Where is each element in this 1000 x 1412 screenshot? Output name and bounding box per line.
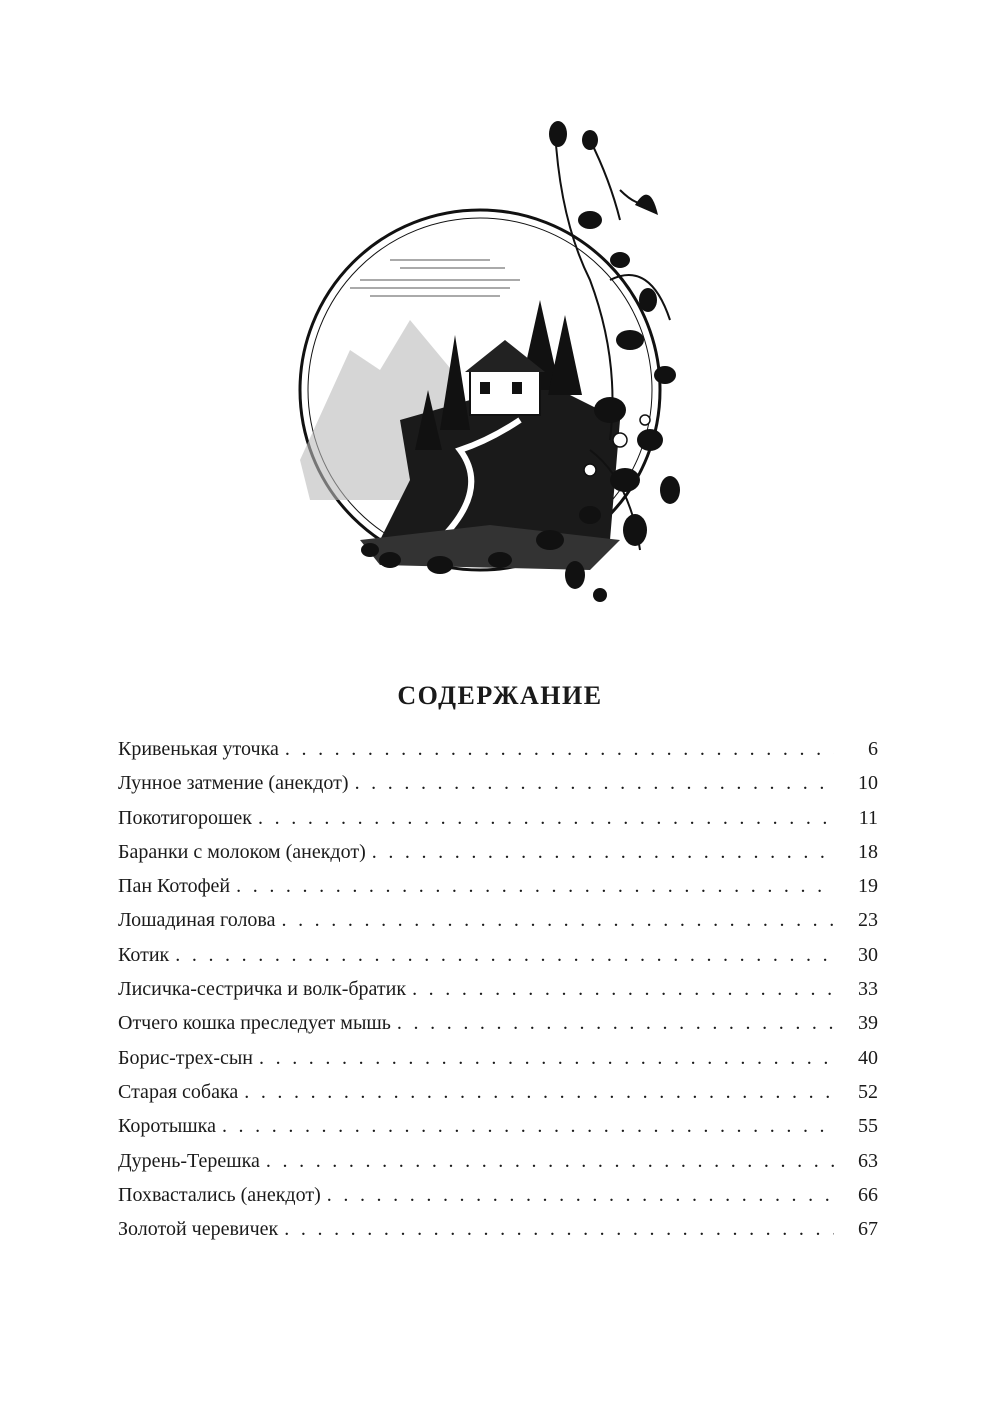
toc-entry-title: Пан Котофей: [118, 875, 231, 898]
toc-entry-title: Золотой черевичек: [118, 1218, 279, 1241]
toc-entry[interactable]: [118, 732, 878, 766]
toc-entry-page: 30: [858, 943, 878, 966]
dot-leader: [397, 1006, 834, 1040]
dot-leader: [266, 1144, 834, 1178]
toc-entry-page: 67: [858, 1218, 878, 1241]
toc-entry-page: 66: [858, 1183, 878, 1206]
toc-entry-page: 23: [858, 909, 878, 932]
toc-entry-page: 52: [858, 1080, 878, 1103]
toc-entry[interactable]: [118, 835, 878, 869]
toc-entry-title: Покотигорошек: [118, 806, 253, 829]
toc-entry-page: 10: [858, 772, 878, 795]
toc-entry-page: 19: [858, 875, 878, 898]
dot-leader: [372, 835, 834, 869]
toc-entry[interactable]: [118, 972, 878, 1006]
toc-entry[interactable]: [118, 903, 878, 937]
toc-entry-page: 63: [858, 1149, 878, 1172]
toc-list: [118, 732, 878, 1246]
toc-entry[interactable]: [118, 766, 878, 800]
dot-leader: [355, 766, 834, 800]
dot-leader: [327, 1178, 834, 1212]
toc-entry[interactable]: [118, 1109, 878, 1143]
toc-entry-title: Котик: [118, 943, 170, 966]
dot-leader: [281, 903, 834, 937]
toc-entry-title: Лошадиная голова: [118, 909, 276, 932]
dot-leader: [236, 869, 834, 903]
toc-entry-title: Дурень-Терешка: [118, 1149, 260, 1172]
toc-entry-page: 18: [858, 840, 878, 863]
dot-leader: [175, 938, 834, 972]
toc-entry-page: 11: [858, 806, 878, 829]
dot-leader: [258, 801, 834, 835]
dot-leader: [244, 1075, 834, 1109]
toc-entry[interactable]: [118, 869, 878, 903]
vignette-illustration: [290, 120, 710, 610]
toc-entry-title: Борис-трех-сын: [118, 1046, 253, 1069]
toc-entry-title: Баранки с молоком (анекдот): [118, 840, 366, 863]
toc-entry[interactable]: [118, 1212, 878, 1246]
toc-entry[interactable]: [118, 1144, 878, 1178]
toc-entry-title: Старая собака: [118, 1080, 239, 1103]
toc-entry-page: 39: [858, 1012, 878, 1035]
dot-leader: [284, 1212, 834, 1246]
toc-entry-title: Лисичка-сестричка и волк-братик: [118, 978, 407, 1001]
dot-leader: [285, 732, 834, 766]
toc-entry-title: Лунное затмение (анекдот): [118, 772, 349, 795]
toc-entry[interactable]: [118, 1006, 878, 1040]
dot-leader: [412, 972, 834, 1006]
toc-entry-page: 6: [868, 738, 878, 760]
toc-entry[interactable]: [118, 801, 878, 835]
toc-entry-title: Похвастались (анекдот): [118, 1183, 321, 1206]
dot-leader: [222, 1109, 834, 1143]
toc-entry-title: Коротышка: [118, 1115, 216, 1138]
toc-entry-page: 40: [858, 1046, 878, 1069]
toc-entry[interactable]: [118, 938, 878, 972]
toc-entry[interactable]: [118, 1041, 878, 1075]
toc-entry-title: Кривенькая уточка: [118, 738, 279, 760]
toc-heading: СОДЕРЖАНИЕ: [397, 681, 603, 711]
toc-entry[interactable]: [118, 1178, 878, 1212]
toc-entry-page: 33: [858, 978, 878, 1001]
dot-leader: [259, 1041, 834, 1075]
toc-entry[interactable]: [118, 1075, 878, 1109]
toc-entry-title: Отчего кошка преследует мышь: [118, 1012, 391, 1035]
toc-entry-page: 55: [858, 1115, 878, 1138]
